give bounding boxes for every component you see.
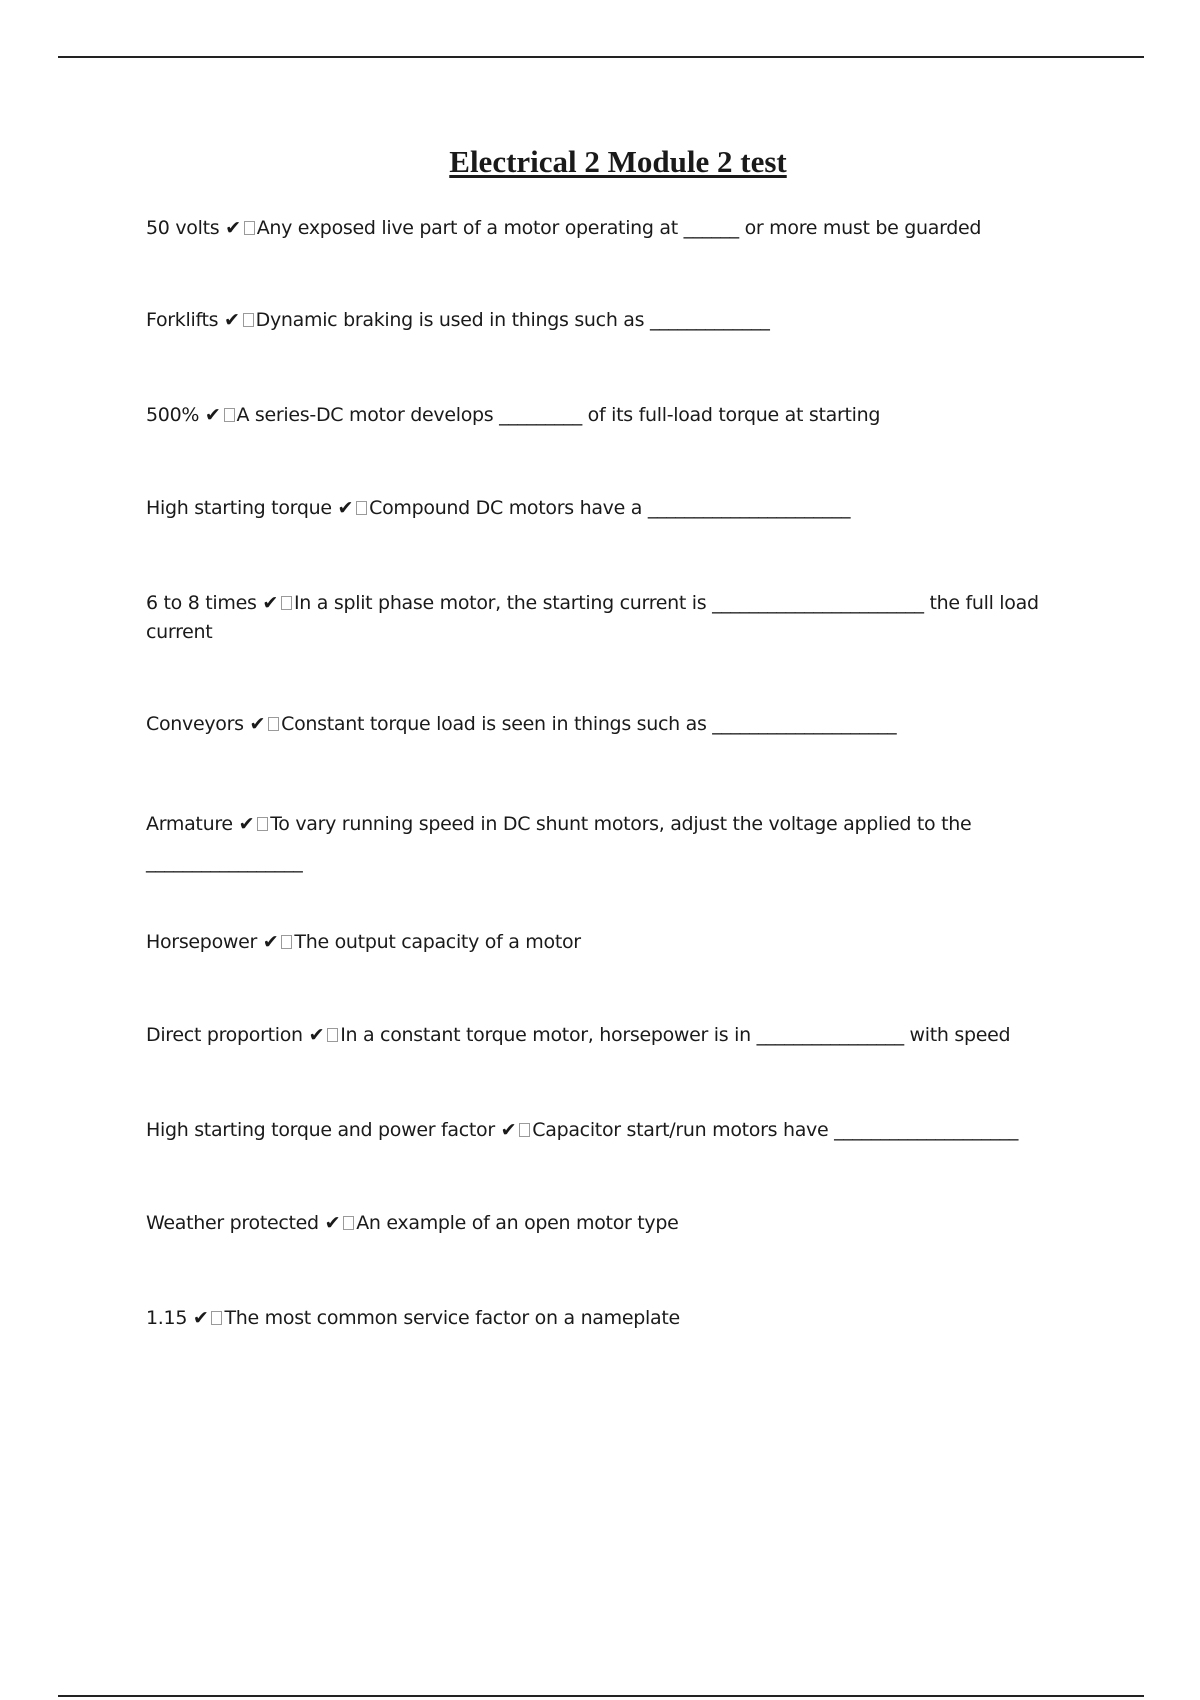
answer-text: 6 to 8 times — [146, 592, 257, 614]
checkmark-icon: ✔ — [192, 1307, 209, 1329]
box-icon — [257, 817, 268, 831]
box-icon — [519, 1123, 530, 1137]
answer-text: Weather protected — [146, 1212, 319, 1234]
qa-item-3 — [146, 401, 1066, 430]
qa-item-7 — [146, 805, 1066, 881]
box-icon — [281, 596, 292, 610]
qa-item-2 — [146, 306, 1066, 335]
answer-text: 50 volts — [146, 217, 220, 239]
qa-item-9 — [146, 1021, 1066, 1050]
box-icon — [281, 935, 292, 949]
question-text: Compound DC motors have a ______________________ — [369, 497, 851, 519]
checkmark-icon: ✔ — [238, 813, 255, 835]
qa-item-12 — [146, 1304, 1066, 1333]
question-text: The most common service factor on a nameplate — [224, 1307, 680, 1329]
answer-text: High starting torque — [146, 497, 332, 519]
checkmark-icon: ✔ — [249, 713, 266, 735]
question-text: To vary running speed in DC shunt motors, adjust the voltage applied to the _________________ — [146, 813, 972, 873]
box-icon — [243, 313, 254, 327]
qa-item-6 — [146, 710, 1066, 739]
checkmark-icon: ✔ — [262, 592, 278, 614]
question-text: Constant torque load is seen in things such as ____________________ — [281, 713, 897, 735]
answer-text: Armature — [146, 813, 233, 835]
answer-text: Forklifts — [146, 309, 219, 331]
checkmark-icon: ✔ — [204, 404, 221, 426]
box-icon — [224, 408, 235, 422]
checkmark-icon: ✔ — [225, 217, 241, 239]
checkmark-icon: ✔ — [308, 1024, 325, 1046]
qa-item-10 — [146, 1116, 1066, 1145]
box-icon — [244, 221, 255, 235]
question-text: In a split phase motor, the starting current is _______________________ the full load current — [146, 592, 1039, 643]
qa-item-1 — [146, 214, 1066, 243]
qa-item-8 — [146, 928, 1066, 957]
question-text: Any exposed live part of a motor operating at ______ or more must be guarded — [256, 217, 982, 239]
qa-item-4 — [146, 494, 1066, 523]
box-icon — [268, 717, 279, 731]
qa-item-11 — [146, 1209, 1066, 1238]
checkmark-icon: ✔ — [324, 1212, 341, 1234]
answer-text: 1.15 — [146, 1307, 188, 1329]
box-icon — [343, 1216, 354, 1230]
box-icon — [327, 1028, 338, 1042]
checkmark-icon: ✔ — [337, 497, 354, 519]
checkmark-icon: ✔ — [224, 309, 240, 331]
qa-item-5 — [146, 589, 1066, 647]
document-title: Electrical 2 Module 2 test — [449, 144, 787, 179]
question-text: The output capacity of a motor — [294, 931, 581, 953]
question-text: Dynamic braking is used in things such as _____________ — [255, 309, 770, 331]
question-text: In a constant torque motor, horsepower is in ________________ with speed — [340, 1024, 1011, 1046]
checkmark-icon: ✔ — [262, 931, 279, 953]
checkmark-icon: ✔ — [500, 1119, 517, 1141]
bottom-rule — [58, 1695, 1144, 1697]
question-text: An example of an open motor type — [356, 1212, 679, 1234]
question-text: A series-DC motor develops _________ of its full-load torque at starting — [236, 404, 881, 426]
box-icon — [356, 501, 367, 515]
answer-text: Direct proportion — [146, 1024, 303, 1046]
question-text: Capacitor start/run motors have ____________________ — [532, 1119, 1019, 1141]
answer-text: Conveyors — [146, 713, 244, 735]
top-rule — [58, 56, 1144, 58]
answer-text: Horsepower — [146, 931, 258, 953]
answer-text: High starting torque and power factor — [146, 1119, 495, 1141]
box-icon — [211, 1311, 222, 1325]
answer-text: 500% — [146, 404, 200, 426]
